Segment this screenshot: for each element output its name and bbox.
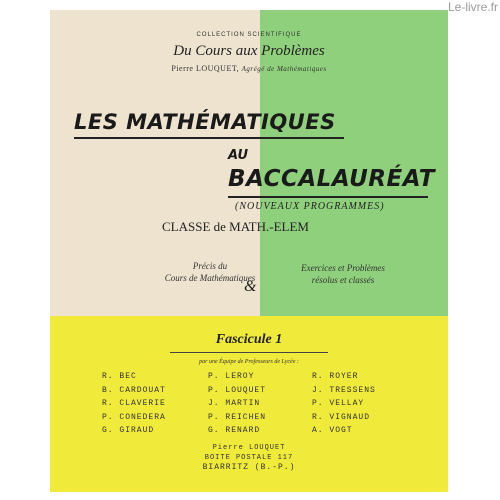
authors-column-1 (102, 370, 166, 438)
exercices-line-2: résolus et classés (311, 275, 375, 285)
authors-column-3 (312, 370, 376, 438)
fascicule-underline (170, 352, 328, 353)
book-cover (50, 10, 448, 492)
author-entry: G. GIRAUD (102, 426, 155, 435)
author-entry: R. ROYER (312, 372, 359, 381)
precis-line-1: Précis du (192, 261, 228, 271)
collection-label: COLLECTION SCIENTIFIQUE (196, 32, 302, 38)
author-entry: R. VIGNAUD (312, 412, 371, 422)
equipe-line: par une Équipe de Professeurs de Lycée : (199, 359, 299, 365)
classe-label: CLASSE de MATH.-ELEM (162, 219, 309, 234)
series-title: Du Cours aux Problèmes (173, 43, 325, 59)
author-line (50, 64, 448, 73)
author-entry: P. LEROY (208, 372, 255, 381)
fascicule-title: Fascicule 1 (215, 332, 283, 347)
title-line-2: AU (228, 148, 249, 163)
watermark-label: Le-livre.fr (447, 0, 498, 14)
author-entry: R. BEC (102, 372, 137, 381)
author-entry: P. VELLAY (312, 399, 365, 408)
author-entry: R. CLAVERIE (102, 399, 166, 408)
author-entry: B. CARDOUAT (102, 385, 166, 395)
author-entry: P. CONEDERA (102, 412, 166, 422)
title-line-1: LES MATHÉMATIQUES (74, 110, 336, 134)
title-subtitle: (NOUVEAUX PROGRAMMES) (235, 201, 385, 212)
exercices-block (278, 262, 408, 286)
author-title: Agrégé de Mathématiques (241, 65, 327, 73)
title-line-3: BACCALAURÉAT (228, 166, 435, 192)
author-entry: A. VOGT (312, 426, 353, 435)
title-underline-1 (74, 137, 344, 139)
authors-column-2 (208, 370, 266, 438)
author-entry: P. LOUQUET (208, 385, 267, 395)
author-entry: P. REICHEN (208, 412, 267, 422)
ampersand: & (244, 278, 257, 295)
address-city: BIARRITZ (B.-P.) (202, 463, 296, 472)
title-underline-3 (228, 196, 428, 198)
author-entry: G. RENARD (208, 426, 261, 435)
author-entry: J. MARTIN (208, 399, 261, 408)
author-entry: J. TRESSENS (312, 385, 376, 395)
exercices-line-1: Exercices et Problèmes (301, 263, 385, 273)
address-name: Pierre LOUQUET (212, 444, 286, 452)
address-box: BOITE POSTALE 117 (204, 454, 294, 462)
author-name: Pierre LOUQUET, (171, 64, 240, 73)
precis-line-2: Cours de Mathématiques (164, 273, 256, 283)
publisher-address (50, 443, 448, 473)
